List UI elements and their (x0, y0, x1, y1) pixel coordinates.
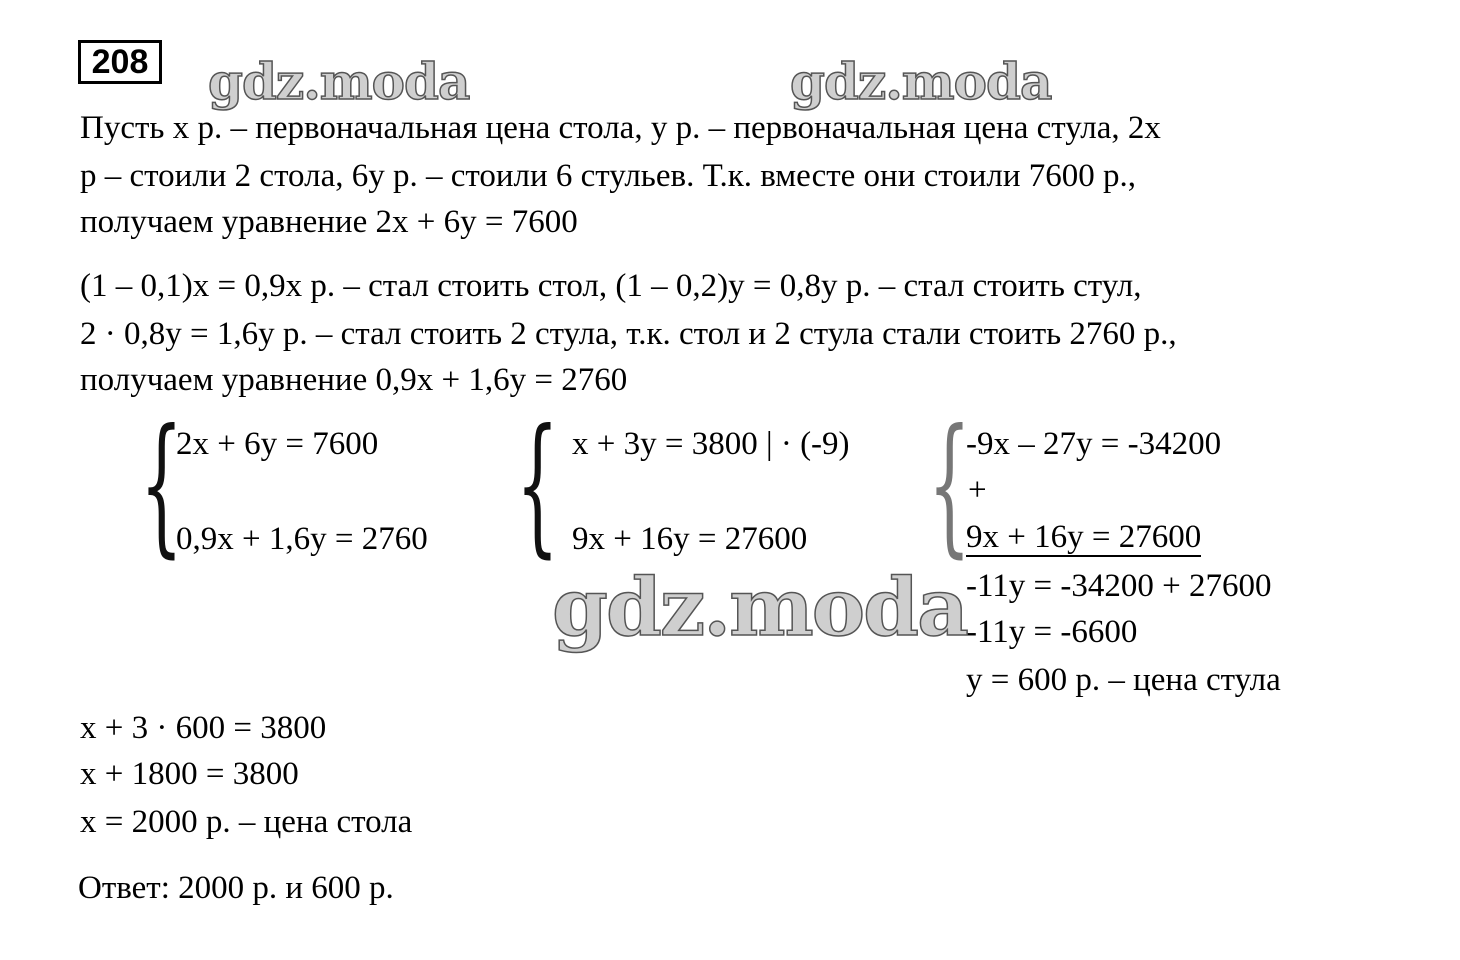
system2-eq1: x + 3y = 3800 | · (-9) (572, 426, 850, 462)
system3-step1: -11y = -34200 + 27600 (966, 568, 1272, 604)
intro-line-3: получаем уравнение 2x + 6y = 7600 (80, 204, 578, 240)
watermark-logo-3: gdz.moda (552, 560, 967, 654)
system-brace-1: { (140, 398, 183, 572)
system3-plus: + (968, 472, 987, 508)
system-brace-3: { (928, 398, 971, 572)
intro-line-1: Пусть x р. – первоначальная цена стола, y р. – первоначальная цена стула, 2x (80, 110, 1161, 146)
solution-line-2: x + 1800 = 3800 (80, 756, 299, 792)
system2-eq2: 9x + 16y = 27600 (572, 521, 808, 557)
system1-eq2: 0,9x + 1,6y = 2760 (176, 521, 428, 557)
system3-step2: -11y = -6600 (966, 614, 1138, 650)
system3-result: y = 600 р. – цена стула (966, 662, 1281, 698)
system1-eq1: 2x + 6y = 7600 (176, 426, 379, 462)
system3-eq1: -9x – 27y = -34200 (966, 426, 1222, 462)
answer-text: Ответ: 2000 р. и 600 р. (78, 870, 394, 906)
solution-line-1: x + 3 · 600 = 3800 (80, 710, 327, 746)
second-line-1: (1 – 0,1)x = 0,9x р. – стал стоить стол, (1 – 0,2)y = 0,8y р. – стал стоить стул, (80, 268, 1142, 304)
watermark-logo-1: gdz.moda (208, 52, 470, 111)
second-line-2: 2 · 0,8y = 1,6y р. – стал стоить 2 стула, т.к. стол и 2 стула стали стоить 2760 р., (80, 316, 1177, 352)
intro-line-2: р – стоили 2 стола, 6y р. – стоили 6 стульев. Т.к. вместе они стоили 7600 р., (80, 158, 1137, 194)
system3-eq2: 9x + 16y = 27600 (966, 519, 1202, 555)
system-brace-2: { (516, 398, 559, 572)
second-line-3: получаем уравнение 0,9x + 1,6y = 2760 (80, 362, 628, 398)
watermark-logo-2: gdz.moda (790, 52, 1052, 111)
solution-line-3: x = 2000 р. – цена стола (80, 804, 413, 840)
problem-number: 208 (78, 40, 162, 84)
